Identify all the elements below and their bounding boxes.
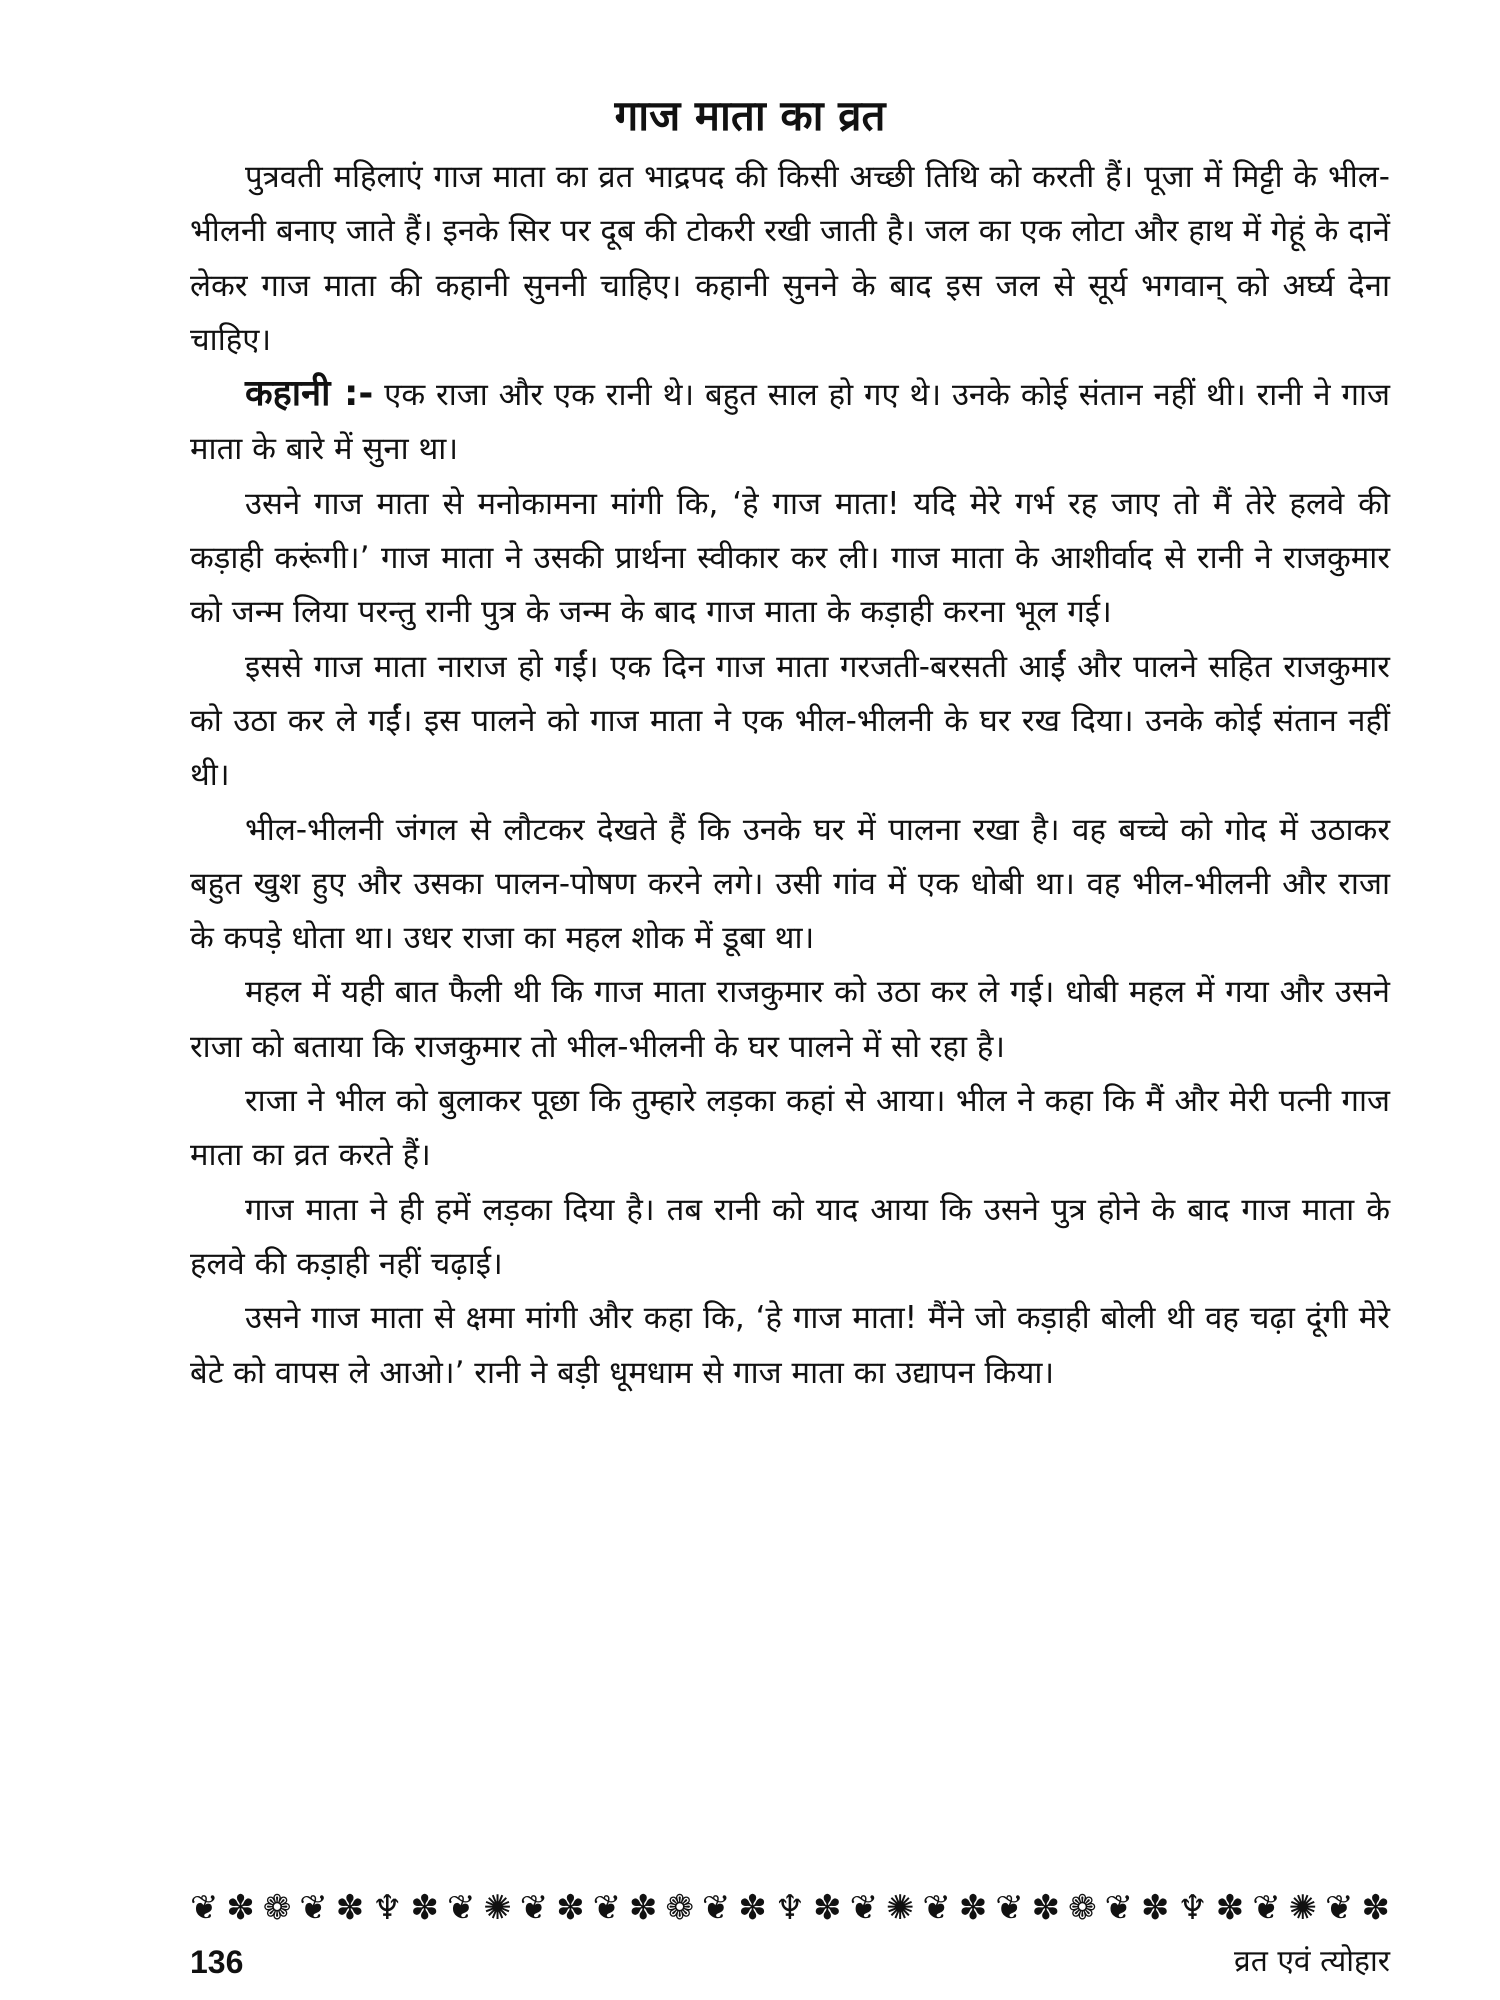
ornament-icon: ♆ bbox=[774, 1888, 806, 1928]
decorative-border bbox=[190, 1880, 1390, 1936]
ornament-icon: ❦ bbox=[849, 1888, 879, 1928]
ornament-icon: ❦ bbox=[446, 1888, 476, 1928]
ornament-icon: ❦ bbox=[299, 1888, 328, 1928]
ornament-icon: ❦ bbox=[592, 1888, 622, 1928]
ornament-icon: ✽ bbox=[1361, 1888, 1390, 1928]
ornament-icon: ✽ bbox=[958, 1888, 988, 1928]
ornament-icon: ❁ bbox=[1068, 1888, 1097, 1928]
ornament-icon: ✺ bbox=[1288, 1888, 1318, 1928]
ornament-icon: ✽ bbox=[1031, 1888, 1061, 1928]
ornament-icon: ✽ bbox=[335, 1888, 365, 1928]
paragraph-5: भील-भीलनी जंगल से लौटकर देखते हैं कि उनके घर में पालना रखा है। वह बच्चे को गोद में उठाकर बहुत खुश हुए और उसका पालन-पोषण करने लगे। उसी गांव में एक धोबी था। वह भील-भीलनी और राजा के कपड़े धोता था। उधर राजा का महल शोक में डूबा था। bbox=[190, 811, 1390, 957]
paragraph-2-text: एक राजा और एक रानी थे। बहुत साल हो गए थे। उनके कोई संतान नहीं थी। रानी ने गाज माता के बारे में सुना था। bbox=[190, 377, 1390, 468]
paragraph-1: पुत्रवती महिलाएं गाज माता का व्रत भाद्रपद की किसी अच्छी तिथि को करती हैं। पूजा में मिट्टी के भील-भीलनी बनाए जाते हैं। इनके सिर पर दूब की टोकरी रखी जाती है। जल का एक लोटा और हाथ में गेहूं के दानें लेकर गाज माता की कहानी सुननी चाहिए। कहानी सुनने के बाद इस जल से सूर्य भगवान् को अर्घ्य देना चाहिए। bbox=[190, 159, 1390, 358]
paragraph-4: इससे गाज माता नाराज हो गईं। एक दिन गाज माता गरजती-बरसती आईं और पालने सहित राजकुमार को उठा कर ले गईं। इस पालने को गाज माता ने एक भील-भीलनी के घर रख दिया। उनके कोई संतान नहीं थी। bbox=[190, 648, 1390, 794]
ornament-icon: ✽ bbox=[813, 1888, 842, 1928]
paragraph-6: महल में यही बात फैली थी कि गाज माता राजकुमार को उठा कर ले गई। धोबी महल में गया और उसने राजा को बताया कि राजकुमार तो भील-भीलनी के घर पालने में सो रहा है। bbox=[190, 974, 1390, 1065]
ornament-icon: ❦ bbox=[190, 1888, 219, 1928]
page-title: गाज माता का व्रत bbox=[614, 91, 886, 140]
ornament-icon: ✽ bbox=[1215, 1888, 1245, 1928]
ornament-icon: ❁ bbox=[262, 1888, 292, 1928]
ornament-icon: ❦ bbox=[1104, 1888, 1134, 1928]
paragraph-7: राजा ने भील को बुलाकर पूछा कि तुम्हारे लड़का कहां से आया। भील ने कहा कि मैं और मेरी पत्नी गाज माता का व्रत करते हैं। bbox=[190, 1083, 1390, 1174]
body-text bbox=[190, 150, 1390, 1400]
paragraph-9: उसने गाज माता से क्षमा मांगी और कहा कि, ‘हे गाज माता! मैंने जो कड़ाही बोली थी वह चढ़ा दूंगी मेरे बेटे को वापस ले आओ।’ रानी ने बड़ी धूमधाम से गाज माता का उद्यापन किया। bbox=[190, 1300, 1390, 1391]
ornament-icon: ❦ bbox=[922, 1888, 951, 1928]
ornament-icon: ❦ bbox=[1252, 1888, 1281, 1928]
ornament-icon: ✺ bbox=[483, 1888, 512, 1928]
story-heading: कहानी :- bbox=[245, 373, 374, 415]
ornament-icon: ✽ bbox=[410, 1888, 440, 1928]
ornament-icon: ❦ bbox=[519, 1888, 549, 1928]
ornament-icon: ♆ bbox=[372, 1888, 403, 1928]
ornament-icon: ✽ bbox=[556, 1888, 585, 1928]
paragraph-3: उसने गाज माता से मनोकामना मांगी कि, ‘हे गाज माता! यदि मेरे गर्भ रह जाए तो मैं तेरे हलवे की कड़ाही करूंगी।’ गाज माता ने उसकी प्रार्थना स्वीकार कर ली। गाज माता के आशीर्वाद से रानी ने राजकुमार को जन्म लिया परन्तु रानी पुत्र के जन्म के बाद गाज माता के कड़ाही करना भूल गई। bbox=[190, 485, 1390, 631]
ornament-icon: ✽ bbox=[738, 1888, 767, 1928]
ornament-icon: ❦ bbox=[995, 1888, 1024, 1928]
ornament-icon: ✽ bbox=[629, 1888, 658, 1928]
ornament-icon: ❦ bbox=[1325, 1888, 1354, 1928]
paragraph-8: गाज माता ने ही हमें लड़का दिया है। तब रानी को याद आया कि उसने पुत्र होने के बाद गाज माता के हलवे की कड़ाही नहीं चढ़ाई। bbox=[190, 1191, 1390, 1282]
paragraph-2 bbox=[190, 367, 1390, 477]
ornament-icon: ✺ bbox=[885, 1888, 915, 1928]
ornament-icon: ♆ bbox=[1177, 1888, 1208, 1928]
ornament-icon: ❦ bbox=[701, 1888, 731, 1928]
ornament-icon: ✽ bbox=[226, 1888, 255, 1928]
book-title-footer: व्रत एवं त्योहार bbox=[1234, 1944, 1390, 1979]
ornament-icon: ✽ bbox=[1140, 1888, 1170, 1928]
page-number: 136 bbox=[190, 1944, 244, 1980]
ornament-icon: ❁ bbox=[665, 1888, 694, 1928]
